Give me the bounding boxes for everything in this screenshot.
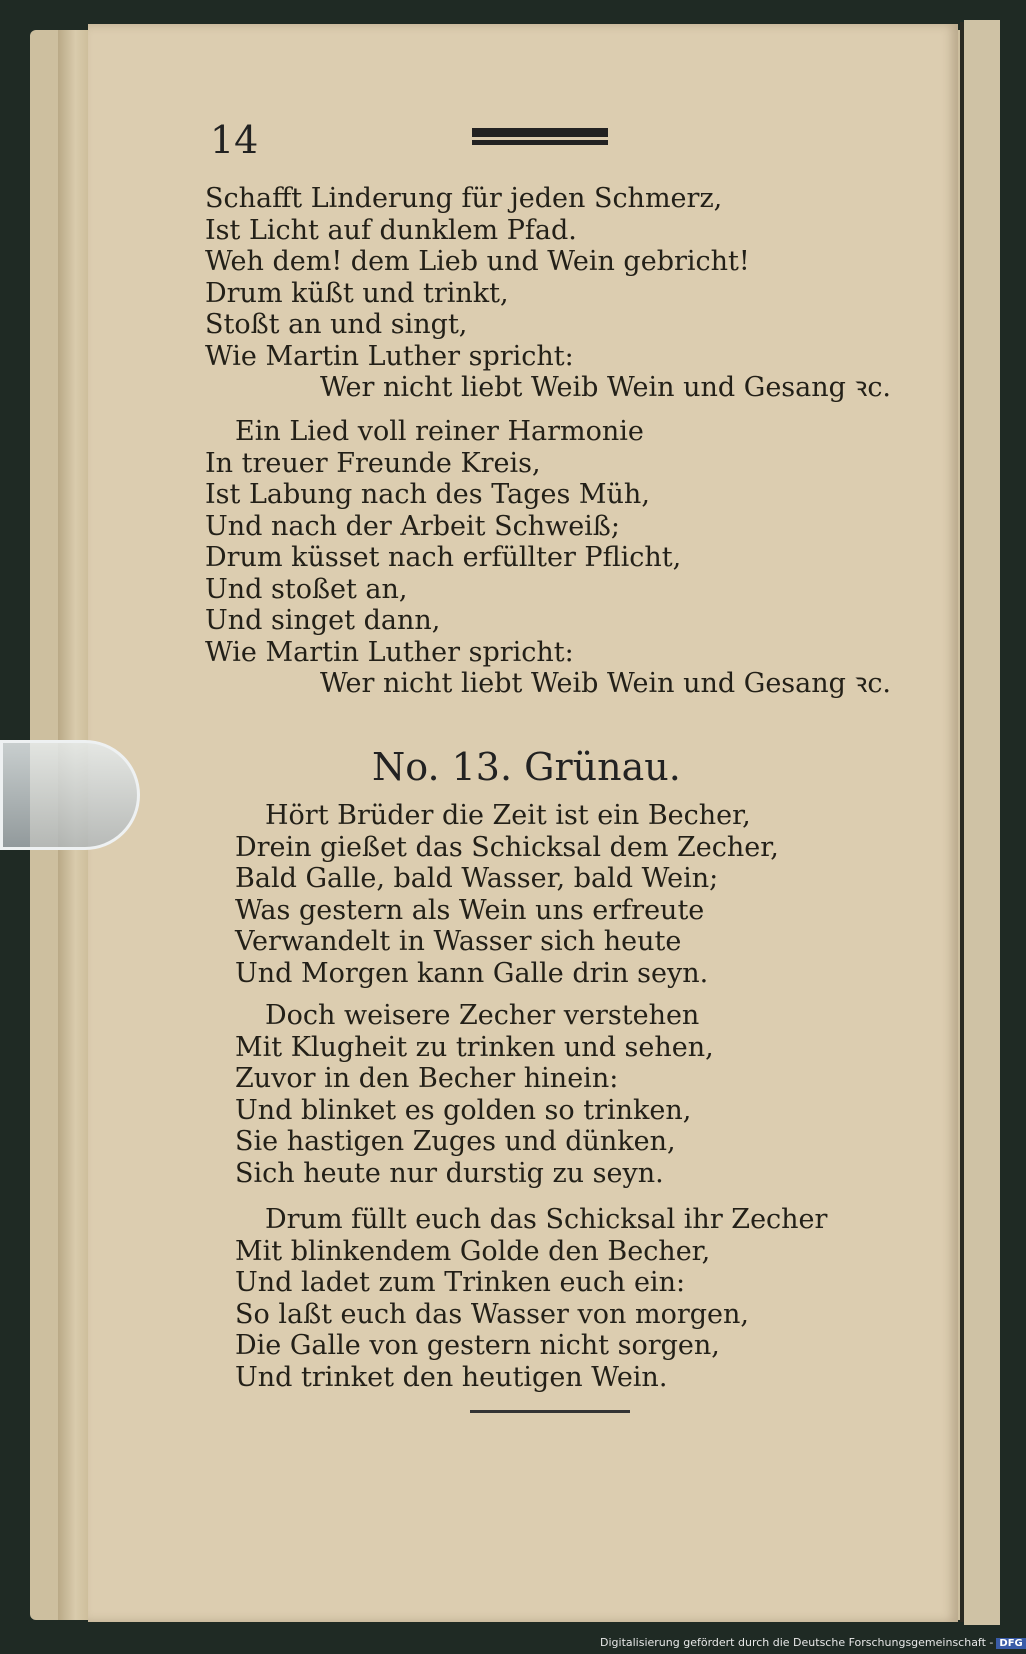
verse-line: Wie Martin Luther spricht: (205, 340, 574, 372)
verse-line: Sich heute nur durstig zu seyn. (235, 1157, 664, 1189)
verse-line: Und blinket es golden so trinken, (235, 1094, 692, 1126)
song-stanza-1 (235, 800, 779, 989)
verse-line: Ist Labung nach des Tages Müh, (205, 479, 650, 510)
verse-line: In treuer Freunde Kreis, (205, 447, 541, 479)
page-number: 14 (210, 118, 259, 162)
facing-page-edge (964, 20, 1000, 1625)
end-rule (470, 1410, 630, 1413)
song-stanza-3 (235, 1204, 827, 1393)
verse-line: Zuvor in den Becher hinein: (235, 1063, 619, 1094)
top-ornament-rule (472, 128, 608, 140)
refrain-line: Wer nicht liebt Weib Wein und Gesang ꝛc. (320, 668, 892, 699)
digitization-credit (600, 1636, 1026, 1649)
verse-line: Die Galle von gestern nicht sorgen, (235, 1330, 720, 1361)
verse-line: Und trinket den heutigen Wein. (235, 1361, 668, 1393)
dfg-logo-icon: DFG (996, 1638, 1025, 1649)
verse-line: Und nach der Arbeit Schweiß; (205, 510, 620, 542)
verse-line: Ein Lied voll reiner Harmonie (235, 416, 644, 447)
verse-line: Was gestern als Wein uns erfreute (235, 894, 705, 926)
verse-line: Drein gießet das Schicksal dem Zecher, (235, 831, 779, 863)
verse-line: Wie Martin Luther spricht: (205, 636, 574, 668)
song-stanza-2 (235, 1000, 714, 1189)
credit-text: Digitalisierung gefördert durch die Deutsche Forschungsgemeinschaft - (600, 1636, 994, 1649)
verse-line: Und stoßet an, (205, 573, 408, 605)
verse-line: Stoßt an und singt, (205, 309, 468, 340)
stanza-1 (205, 183, 891, 404)
verse-line: Mit blinkendem Golde den Becher, (235, 1235, 711, 1267)
verse-line: So laßt euch das Wasser von morgen, (235, 1298, 749, 1330)
verse-line: Und singet dann, (205, 605, 441, 636)
verse-line: Mit Klugheit zu trinken und sehen, (235, 1031, 714, 1063)
verse-line: Doch weisere Zecher verstehen (265, 1000, 700, 1031)
verse-line: Drum küsset nach erfüllter Pflicht, (205, 542, 682, 573)
verse-line: Und Morgen kann Galle drin seyn. (235, 957, 709, 989)
verse-line: Und ladet zum Trinken euch ein: (235, 1267, 686, 1298)
verse-line: Bald Galle, bald Wasser, bald Wein; (235, 863, 719, 894)
verse-line: Sie hastigen Zuges und dünken, (235, 1126, 676, 1157)
stanza-2 (205, 416, 891, 700)
verse-line: Schafft Linderung für jeden Schmerz, (205, 183, 723, 214)
page-clip (0, 740, 140, 850)
verse-line: Verwandelt in Wasser sich heute (235, 926, 682, 957)
refrain-line: Wer nicht liebt Weib Wein und Gesang ꝛc. (320, 372, 892, 403)
verse-line: Drum küßt und trinkt, (205, 277, 509, 309)
song-heading: No. 13. Grünau. (372, 745, 681, 789)
verse-line: Weh dem! dem Lieb und Wein gebricht! (205, 246, 750, 277)
verse-line: Ist Licht auf dunklem Pfad. (205, 214, 577, 246)
verse-line: Drum füllt euch das Schicksal ihr Zecher (265, 1204, 828, 1235)
verse-line: Hört Brüder die Zeit ist ein Becher, (265, 800, 751, 831)
